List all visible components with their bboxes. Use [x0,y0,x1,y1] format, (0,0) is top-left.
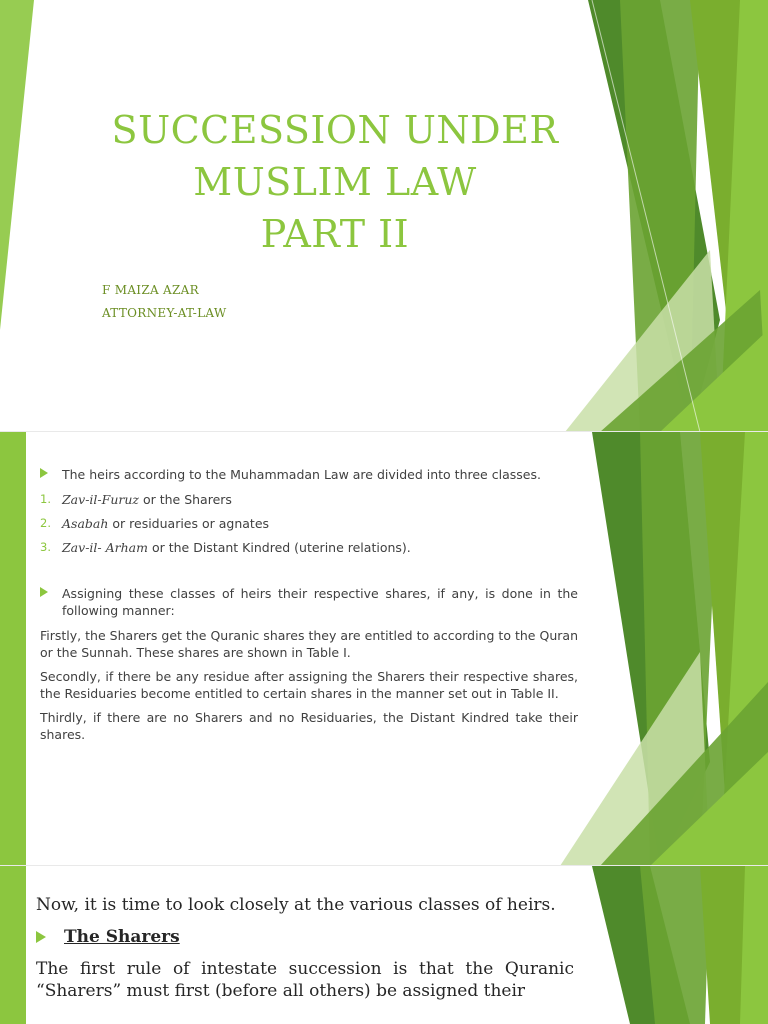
author-name: F MAIZA AZAR [102,283,199,297]
slide2-body [40,466,578,750]
section-heading [36,926,574,948]
bullet-heir-classes [40,466,578,483]
slide3-body [36,894,574,1012]
list-text: or the Distant Kindred (uterine relations). [147,540,411,555]
list-term: Zav-il-Furuz [62,492,139,507]
list-item [40,539,578,556]
paragraph-firstly: Firstly, the Sharers get the Quranic shares they are entitled to according to the Quran or the Sunnah. These shares are shown in Table I. [40,628,578,660]
bullet-text: The heirs according to the Muhammadan Law are divided into three classes. [62,467,541,482]
paragraph-intro: Now, it is time to look closely at the various classes of heirs. [36,895,556,915]
title-line-3: PART II [260,212,410,256]
bullet-arrow-icon [40,468,48,478]
list-text: or the Sharers [138,492,232,507]
content-slide-heirs [0,432,768,866]
list-text: or residuaries or agnates [108,516,270,531]
bullet-text: Assigning these classes of heirs their respective shares, if any, is done in the following manner: [62,586,578,618]
paragraph-secondly: Secondly, if there be any residue after assigning the Sharers their respective shares, the Residuaries become entitled to certain shares in the manner set out in Table II. [40,669,578,701]
title-line-1: SUCCESSION UNDER [111,108,559,152]
paragraph-thirdly: Thirdly, if there are no Sharers and no Residuaries, the Distant Kindred take their shares. [40,710,578,742]
list-number: 1. [40,492,51,506]
bullet-assigning-shares [40,585,578,619]
paragraph-first-rule: The first rule of intestate succession is that the Quranic “Sharers” must first (before all others) be assigned their [36,959,574,1001]
list-item [40,515,578,532]
bullet-arrow-icon [40,587,48,597]
title-slide [0,0,768,432]
bullet-arrow-icon [36,931,46,943]
list-term: Zav-il- Arham [62,540,148,555]
title-line-2: MUSLIM LAW [193,160,477,204]
content-slide-sharers [0,866,768,1024]
list-number: 3. [40,540,51,554]
heading-text: The Sharers [64,927,180,947]
list-number: 2. [40,516,51,530]
list-item [40,491,578,508]
list-term: Asabah [62,516,109,531]
slide-title [80,104,590,260]
author-title: ATTORNEY-AT-LAW [102,306,227,320]
